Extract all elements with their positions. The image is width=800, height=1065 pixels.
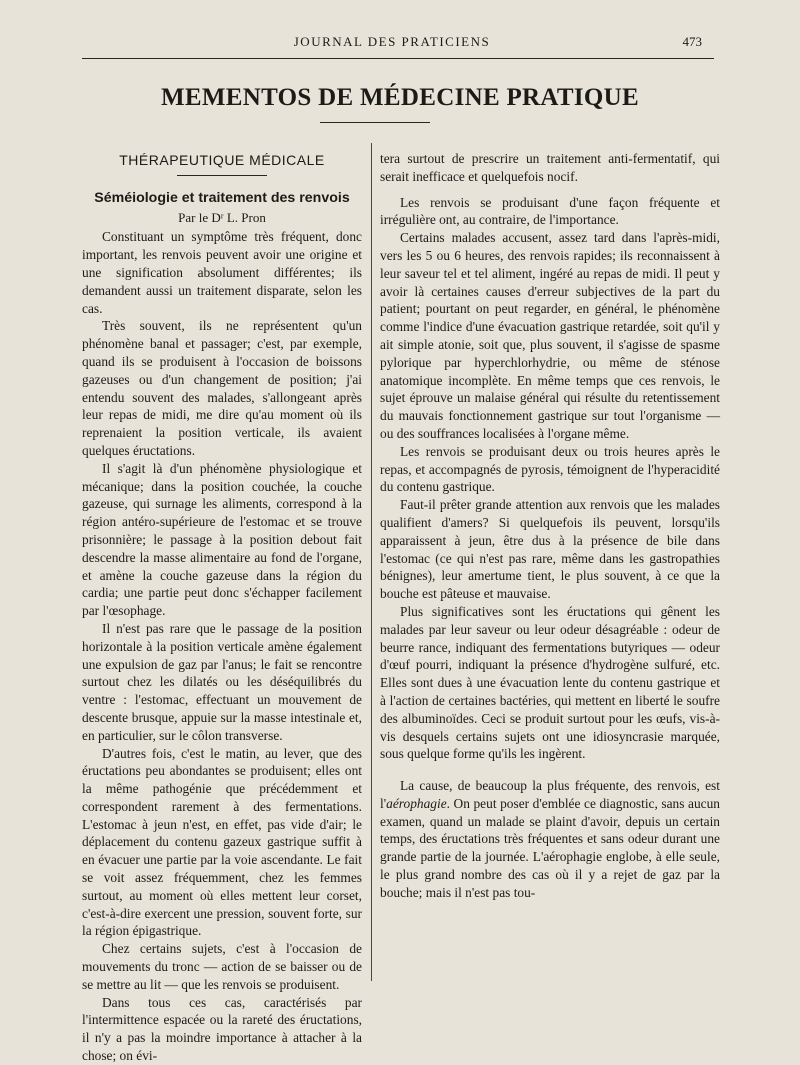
section-heading: THÉRAPEUTIQUE MÉDICALE	[119, 152, 325, 168]
article-byline: Par le Dʳ L. Pron	[178, 209, 266, 225]
page-number: 473	[682, 34, 702, 49]
paragraph: Il n'est pas rare que le passage de la position horizontale à la position verticale amène également une expulsion de gaz par l'anus; le fait se rencontre surtout chez les dilatés ou les déséquilibrés du ventre : l'estomac, effectuant un mouvement de descente brusque, appuie sur la masse intestinale et, en particulier, sur le côlon transverse.	[82, 620, 362, 743]
column-divider	[371, 143, 372, 981]
paragraph: Chez certains sujets, c'est à l'occasion de mouvements du tronc — action de se baisser ou de se mettre au lit — que les renvois se produisent.	[82, 941, 362, 992]
text-run: La cause, de beaucoup la plus fréquente, des renvois, est l'	[380, 778, 720, 811]
left-column	[82, 150, 362, 1065]
paragraph: Faut-il prêter grande attention aux renvois que les malades qualifient d'amers? Si quelquefois ils peuvent, lorsqu'ils apparaissent à jeun, être dus à la présence de bile dans l'estomac (ce qui n'est pas rare, même dans les gastropathies bénignes), leur amertume tient, le plus souvent, à ce que la bouche est pâteuse et mauvaise.	[380, 497, 720, 602]
section-rule	[177, 175, 267, 176]
paragraph: Il s'agit là d'un phénomène physiologique et mécanique; dans la position couchée, la couche gazeuse, qui surnage les aliments, correspond à la région antéro-supérieure de l'estomac et se trouve prisonnière; le passage à la position debout fait descendre la masse alimentaire au fond de l'organe, et amène la couche gazeuse dans la région du cardia; une partie peut donc s'échapper facilement par l'œsophage.	[82, 460, 362, 619]
running-head	[82, 34, 702, 52]
paragraph-continuation: tera surtout de prescrire un traitement anti-fermentatif, qui serait inefficace et quelquefois nocif.	[380, 151, 720, 184]
paragraph: Certains malades accusent, assez tard dans l'après-midi, vers les 5 ou 6 heures, des renvois rapides; ils reconnaissent à leur saveur tel et tel aliment, ingéré au repas de midi. Il peut y avoir là certaines causes d'erreur subjectives de la part du patient; pourtant on peut regarder, en général, le phénomène comme l'indice d'une évacuation gastrique retardée, soit qu'il y ait simple atonie, soit que, plus souvent, il s'agisse de spasme pylorique par hyperchlorhydrie, ou même de sténose anatomique incomplète. En même temps que ces renvois, le sujet éprouve un malaise général qui résulte du retentissement du mauvais fonctionnement gastrique sur tout l'organisme — ou des souffrances localisées à l'organe même.	[380, 230, 720, 441]
article-title: Séméiologie et traitement des renvois	[94, 189, 350, 206]
journal-name: JOURNAL DES PRATICIENS	[293, 34, 491, 49]
header-rule	[82, 58, 714, 59]
text-run: . On peut poser d'emblée ce diagnostic, sans aucun examen, quand un malade se plaint d'avoir, depuis un certain temps, des éructations très fréquentes et sans odeur durant une grande partie de la journée. L'aérophagie englobe, à elle seule, le plus grand nombre des cas où il y a rejet de gaz par la bouche; mais il n'est pas tou-	[380, 795, 720, 900]
paragraph: Dans tous ces cas, caractérisés par l'intermittence espacée ou la rareté des éructations, il n'y a pas la moindre importance à attacher à la chose; on évi-	[82, 994, 362, 1064]
paragraph: Les renvois se produisant d'une façon fréquente et irrégulière ont, au contraire, de l'importance.	[380, 194, 720, 228]
main-title: MEMENTOS DE MÉDECINE PRATIQUE	[161, 84, 639, 111]
italic-term: aérophagie	[386, 795, 447, 811]
title-rule	[320, 122, 430, 123]
paragraph: D'autres fois, c'est le matin, au lever, que des éructations peu abondantes se produisent; elles ont la même pathogénie que précédemment et correspondent rarement à des fermentations. L'estomac à jeun n'est, en effet, pas vide d'air; le déplacement du contenu gazeux gastrique suffit à en évacuer une partie par la voie ascendante. Le fait se voit assez fréquemment, chez les femmes surtout, au moment où elles mettent leur corset, c'est-à-dire exercent une pression, souvent forte, sur la région épigastrique.	[82, 745, 362, 939]
paragraph: Très souvent, ils ne représentent qu'un phénomène banal et passager; c'est, par exemple, quand ils se produisent à l'occasion de boissons gazeuses ou d'un changement de position; j'ai entendu souvent des malades, s'allongeant après leur repas de midi, me dire qu'au moment où ils reprenaient la position verticale, ils avaient quelques éructations.	[82, 318, 362, 458]
right-column	[380, 150, 720, 902]
paragraph: Constituant un symptôme très fréquent, donc important, les renvois peuvent avoir une origine et une signification absolument différentes; ils demandent aussi un traitement disparate, selon les cas.	[82, 229, 362, 316]
paragraph: Les renvois se produisant deux ou trois heures après le repas, et accompagnés de pyrosis, témoignent de l'hyperacidité du contenu gastrique.	[380, 443, 720, 495]
paragraph: Plus significatives sont les éructations qui gênent les malades par leur saveur ou leur odeur désagréable : odeur de beurre rance, indiquant des fermentations butyriques — odeur d'œuf pourri, indiquant la présence d'hydrogène sulfuré, etc. Elles sont dues à une évacuation lente du contenu gastrique et à l'action de certaines bactéries, qui mettent en liberté le soufre des albuminoïdes. Ceci se produit surtout pour les œufs, vis-à-vis desquels certains sujets ont une idiosyncrasie marquée, sous quelque forme qu'ils les ingèrent.	[380, 603, 720, 762]
paragraph-aerophagie	[380, 777, 720, 902]
